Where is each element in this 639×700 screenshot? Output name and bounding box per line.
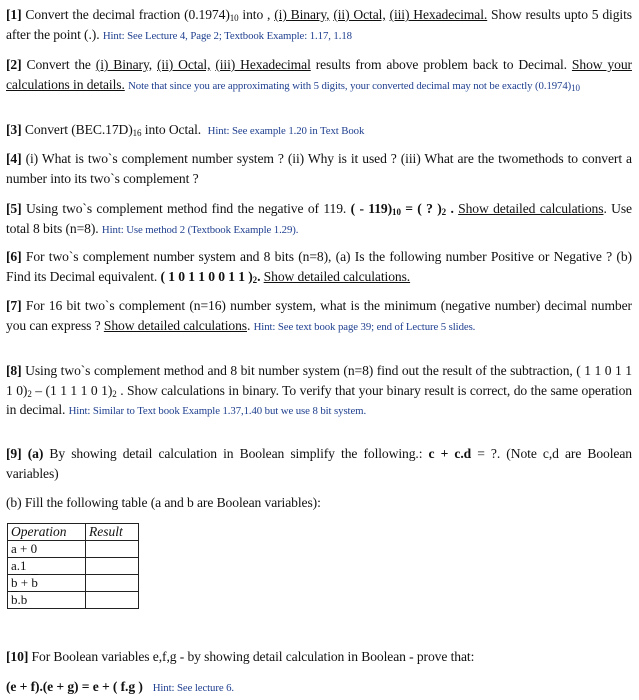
- question-4: [4] (i) What is two`s complement number system ? (ii) Why is it used ? (iii) What are the twomethods to convert a number into its two`s complement ?: [6, 151, 632, 186]
- hint: Hint: Similar to Text book Example 1.37,1.40 but we use 8 bit system.: [68, 405, 367, 417]
- question-7: [7] For 16 bit two`s complement (n=16) number system, what is the minimum (negative number) decimal number you can express ? Show detailed calculations. Hint: See text book page 39; end of Lecture 5 slides.: [6, 298, 632, 333]
- boolean-operations-table: [7, 523, 139, 609]
- operation-cell: $b + \overline{b}$: [8, 575, 86, 592]
- table-row: [8, 541, 139, 558]
- question-1: [1] Convert the decimal fraction $(0.1974)_{10}$ into , (i) Binary, (ii) Octal, (iii) Hexadecimal. Show results upto 5 digits after the point (.). Hint: See Lecture 4, Page 2; Textbook Example: 1.17, 1.18: [6, 7, 632, 42]
- operation-cell: $\overline{b}.b$: [8, 592, 86, 609]
- question-number: [7]: [6, 298, 22, 313]
- result-cell[interactable]: [86, 541, 139, 558]
- table-row: [8, 558, 139, 575]
- result-cell[interactable]: [86, 575, 139, 592]
- question-5: [5] Using two`s complement method find the negative of 119. ( - $119)_{10}$ = ( ? )$_2$ . Show detailed calculations. Use total 8 bits (n=8). Hint: Use method 2 (Textbook Example 1.29).: [6, 201, 632, 236]
- column-header-operation: Operation: [8, 524, 86, 541]
- question-3: [3] Convert $(BEC.17D)_{16}$ into Octal. Hint: See example 1.20 in Text Book: [6, 122, 365, 138]
- table-header-row: [8, 524, 139, 541]
- hint: Hint: See lecture 6.: [152, 682, 235, 694]
- question-2: [2] Convert the (i) Binary, (ii) Octal, (iii) Hexadecimal results from above problem back to Decimal. Show your calculations in details. Note that since you are approximating with 5 digits, your converted decimal may not be exactly $(0.1974)_{10}$: [6, 57, 632, 93]
- question-6: [6] For two`s complement number system and 8 bits (n=8), (a) Is the following number Positive or Negative ? (b) Find its Decimal equivalent. ( 1 0 1 1 0 0 1 1 )$_2$. Show detailed calculations.: [6, 249, 632, 285]
- question-number: [8]: [6, 363, 22, 378]
- question-number: [1]: [6, 7, 22, 22]
- question-8: [8] Using two`s complement method and 8 bit number system (n=8) find out the result of the subtraction, ( 1 1 0 1 1 1 $0)_2 - (1$ 1 1 1 0 $1)_2$ . Show calculations in binary. To verify that your binary result is correct, do the same operation in decimal. Hint: Similar to Text book Example 1.37,1.40 but we use 8 bit system.: [6, 363, 632, 417]
- result-cell[interactable]: [86, 558, 139, 575]
- question-9: [9] (a) By showing detail calculation in Boolean simplify the following.: c + c.d = ?. (Note c,d are Boolean variables): [6, 446, 632, 481]
- question-number: [3]: [6, 122, 22, 137]
- question-10-expression: (e + f).(e + g) = e + ( f.g ) Hint: See lecture 6.: [6, 679, 235, 694]
- column-header-result: Result: [86, 524, 139, 541]
- question-number: [6]: [6, 249, 22, 264]
- result-cell[interactable]: [86, 592, 139, 609]
- question-number: [2]: [6, 57, 22, 72]
- question-number: [9]: [6, 446, 22, 461]
- hint: Hint: See text book page 39; end of Lecture 5 slides.: [253, 320, 476, 333]
- hint: Hint: See example 1.20 in Text Book: [207, 125, 365, 137]
- table-row: [8, 592, 139, 609]
- table-row: [8, 575, 139, 592]
- hint: Hint: Use method 2 (Textbook Example 1.29).: [101, 223, 299, 236]
- question-number: [4]: [6, 151, 22, 166]
- operation-cell: a + 0: [8, 541, 86, 558]
- hint: Hint: See Lecture 4, Page 2; Textbook Example: 1.17, 1.18: [102, 29, 352, 42]
- question-9b: (b) Fill the following table (a and b are Boolean variables):: [6, 495, 321, 510]
- question-10: [10] For Boolean variables e,f,g - by showing detail calculation in Boolean - prove that:: [6, 649, 475, 664]
- question-number: [10]: [6, 649, 29, 664]
- operation-cell: a.1: [8, 558, 86, 575]
- hint: Note that since you are approximating with 5 digits, your converted decimal may not be exactly $(0.1974)_{10}$: [128, 79, 580, 93]
- question-number: [5]: [6, 201, 22, 216]
